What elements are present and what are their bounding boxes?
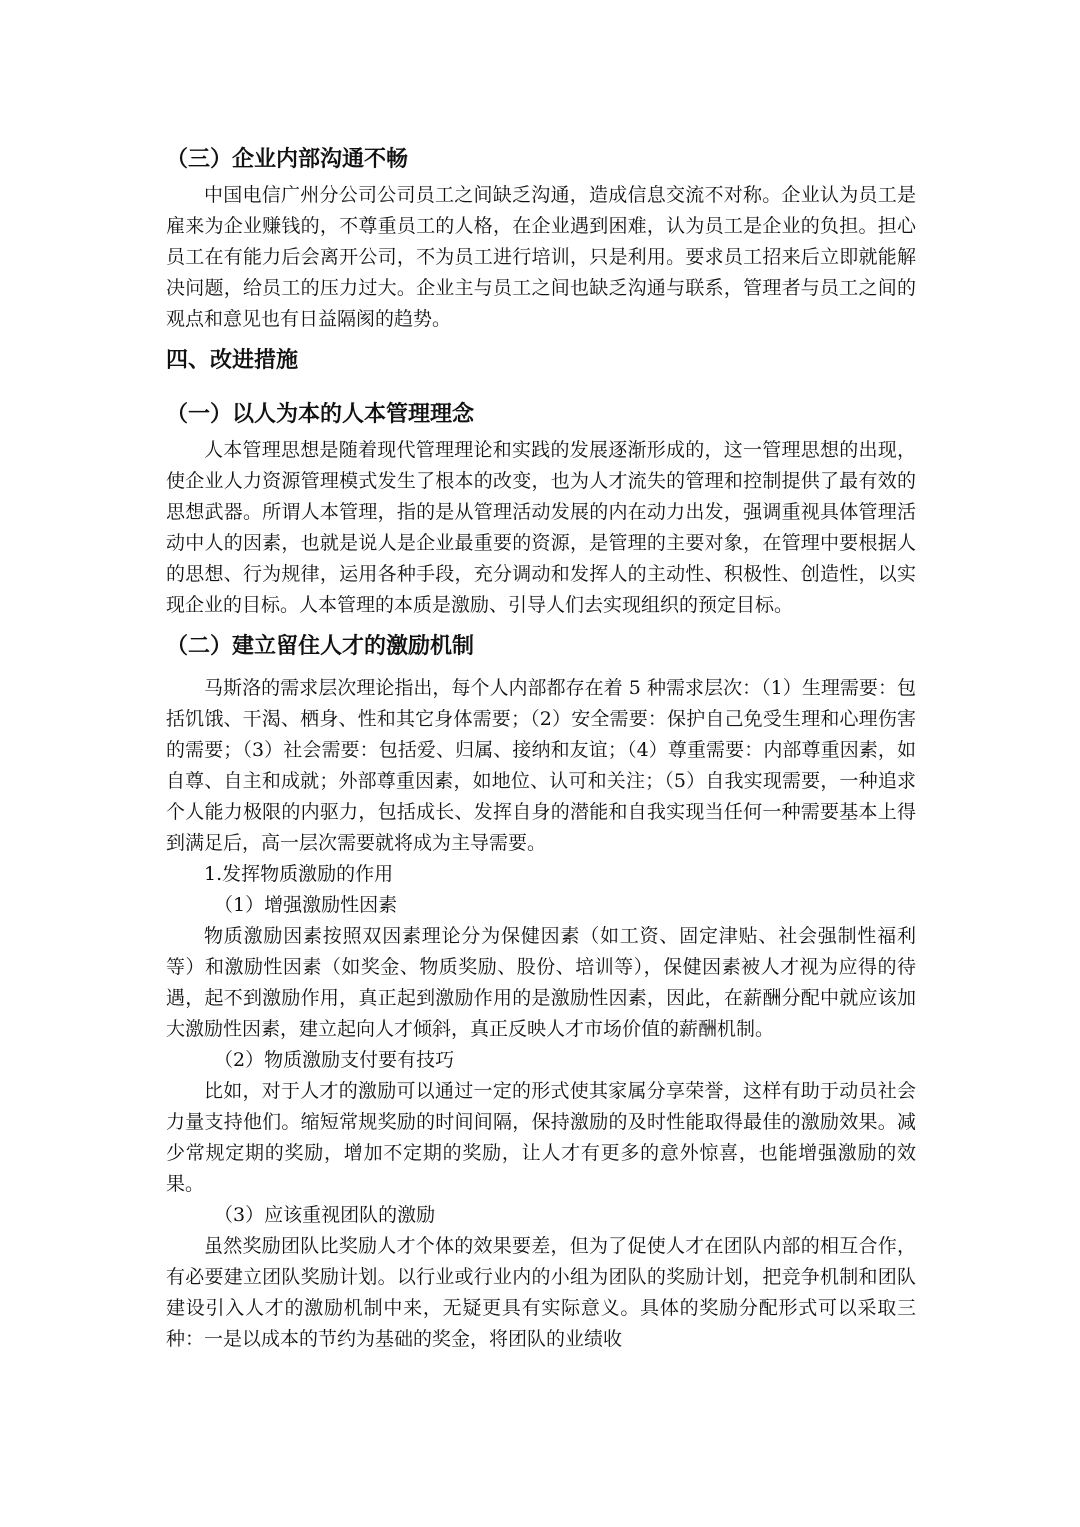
document-page	[166, 140, 916, 1355]
item-heading-material: 1.发挥物质激励的作用	[204, 863, 394, 885]
paragraph-maslow: 马斯洛的需求层次理论指出，每个人内部都存在着 5 种需求层次：（1）生理需要：包括饥饿、干渴、栖身、性和其它身体需要；（2）安全需要：保护自己免受生理和心理伤害的需要；（3）社会需要：包括爱、归属、接纳和友谊；（4）尊重需要：内部尊重因素，如自尊、自主和成就；外部尊重因素，如地位、认可和关注；（5）自我实现需要，一种追求个人能力极限的内驱力，包括成长、发挥自身的潜能和自我实现当任何一种需要基本上得到满足后，高一层次需要就将成为主导需要。	[166, 677, 916, 854]
subitem-heading-3: （3）应该重视团队的激励	[214, 1204, 436, 1226]
subitem-heading-1: （1）增强激励性因素	[214, 894, 398, 916]
section-heading-communication: （三）企业内部沟通不畅	[166, 147, 409, 172]
paragraph-people-oriented: 人本管理思想是随着现代管理理论和实践的发展逐渐形成的，这一管理思想的出现，使企业人力资源管理模式发生了根本的改变，也为人才流失的管理和控制提供了最有效的思想武器。所谓人本管理，指的是从管理活动发展的内在动力出发，强调重视具体管理活动中人的因素，也就是说人是企业最重要的资源，是管理的主要对象，在管理中要根据人的思想、行为规律，运用各种手段，充分调动和发挥人的主动性、积极性、创造性，以实现企业的目标。人本管理的本质是激励、引导人们去实现组织的预定目标。	[166, 439, 916, 616]
paragraph-communication: 中国电信广州分公司公司员工之间缺乏沟通，造成信息交流不对称。企业认为员工是雇来为企业赚钱的，不尊重员工的人格，在企业遇到困难，认为员工是企业的负担。担心员工在有能力后会离开公司，不为员工进行培训，只是利用。要求员工招来后立即就能解决问题，给员工的压力过大。企业主与员工之间也缺乏沟通与联系，管理者与员工之间的观点和意见也有日益隔阂的趋势。	[166, 184, 916, 330]
paragraph-subitem-2: 比如，对于人才的激励可以通过一定的形式使其家属分享荣誉，这样有助于动员社会力量支持他们。缩短常规奖励的时间间隔，保持激励的及时性能取得最佳的激励效果。减少常规定期的奖励，增加不定期的奖励，让人才有更多的意外惊喜，也能增强激励的效果。	[166, 1080, 916, 1195]
paragraph-subitem-3: 虽然奖励团队比奖励人才个体的效果要差，但为了促使人才在团队内部的相互合作，有必要建立团队奖励计划。以行业或行业内的小组为团队的奖励计划，把竞争机制和团队建设引入人才的激励机制中来，无疑更具有实际意义。具体的奖励分配形式可以采取三种：一是以成本的节约为基础的奖金，将团队的业绩收	[166, 1235, 916, 1350]
paragraph-subitem-1: 物质激励因素按照双因素理论分为保健因素（如工资、固定津贴、社会强制性福利等）和激励性因素（如奖金、物质奖励、股份、培训等），保健因素被人才视为应得的待遇，起不到激励作用，真正起到激励作用的是激励性因素，因此，在薪酬分配中就应该加大激励性因素，建立起向人才倾斜，真正反映人才市场价值的薪酬机制。	[166, 925, 916, 1040]
section-heading-incentive: （二）建立留住人才的激励机制	[166, 634, 475, 659]
chapter-heading-improvement: 四、改进措施	[166, 348, 299, 373]
subitem-heading-2: （2）物质激励支付要有技巧	[214, 1049, 455, 1071]
section-heading-people-oriented: （一）以人为本的人本管理理念	[166, 402, 475, 427]
